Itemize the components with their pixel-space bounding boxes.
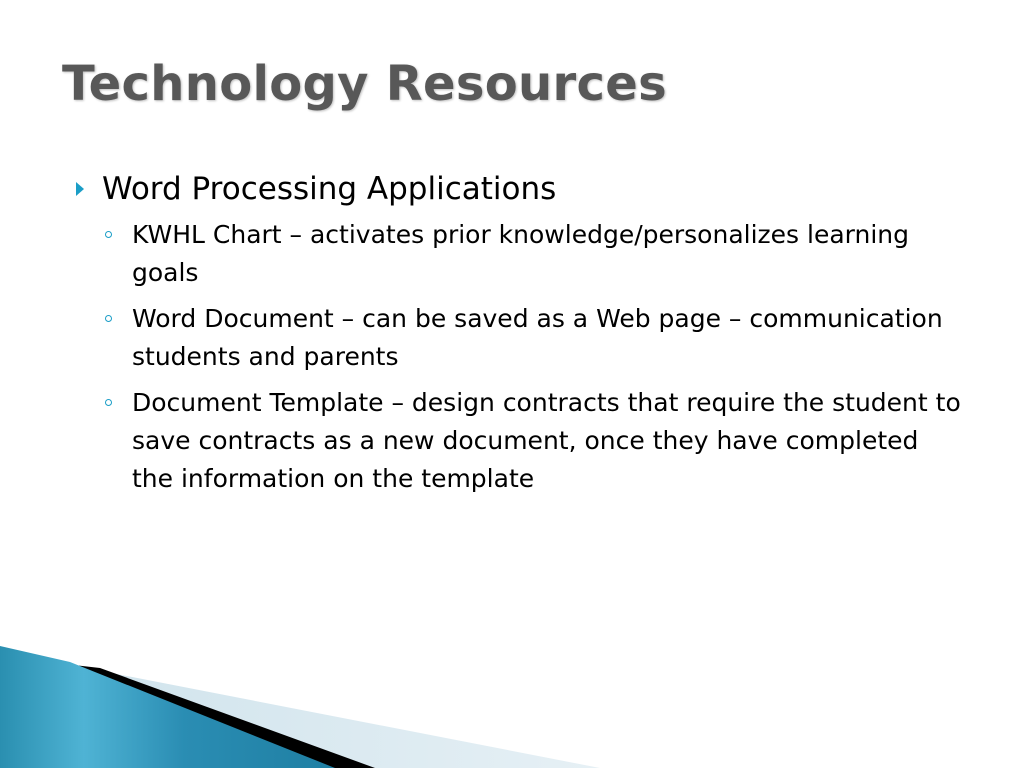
bullet-item: [74, 168, 974, 210]
sub-bullet-text: Document Template – design contracts that require the student to save contracts as a new document, once they have completed the information on the template: [132, 388, 961, 493]
circle-bullet-icon: [105, 399, 112, 406]
slide-title: Technology Resources: [62, 56, 667, 112]
swoosh-pale-band: [60, 663, 600, 768]
sub-bullet-item: [132, 216, 962, 292]
triangle-bullet-icon: [76, 182, 84, 196]
bullet-list: [74, 168, 974, 506]
circle-bullet-icon: [105, 231, 112, 238]
swoosh-blue-band: [0, 646, 335, 768]
sub-bullet-item: [132, 384, 962, 498]
sub-bullet-item: [132, 300, 962, 376]
swoosh-black-band: [30, 660, 375, 768]
sub-bullet-list: [74, 216, 974, 498]
sub-bullet-text: Word Document – can be saved as a Web page – communication students and parents: [132, 304, 943, 371]
sub-bullet-text: KWHL Chart – activates prior knowledge/personalizes learning goals: [132, 220, 909, 287]
circle-bullet-icon: [105, 315, 112, 322]
bullet-text: Word Processing Applications: [102, 171, 557, 207]
